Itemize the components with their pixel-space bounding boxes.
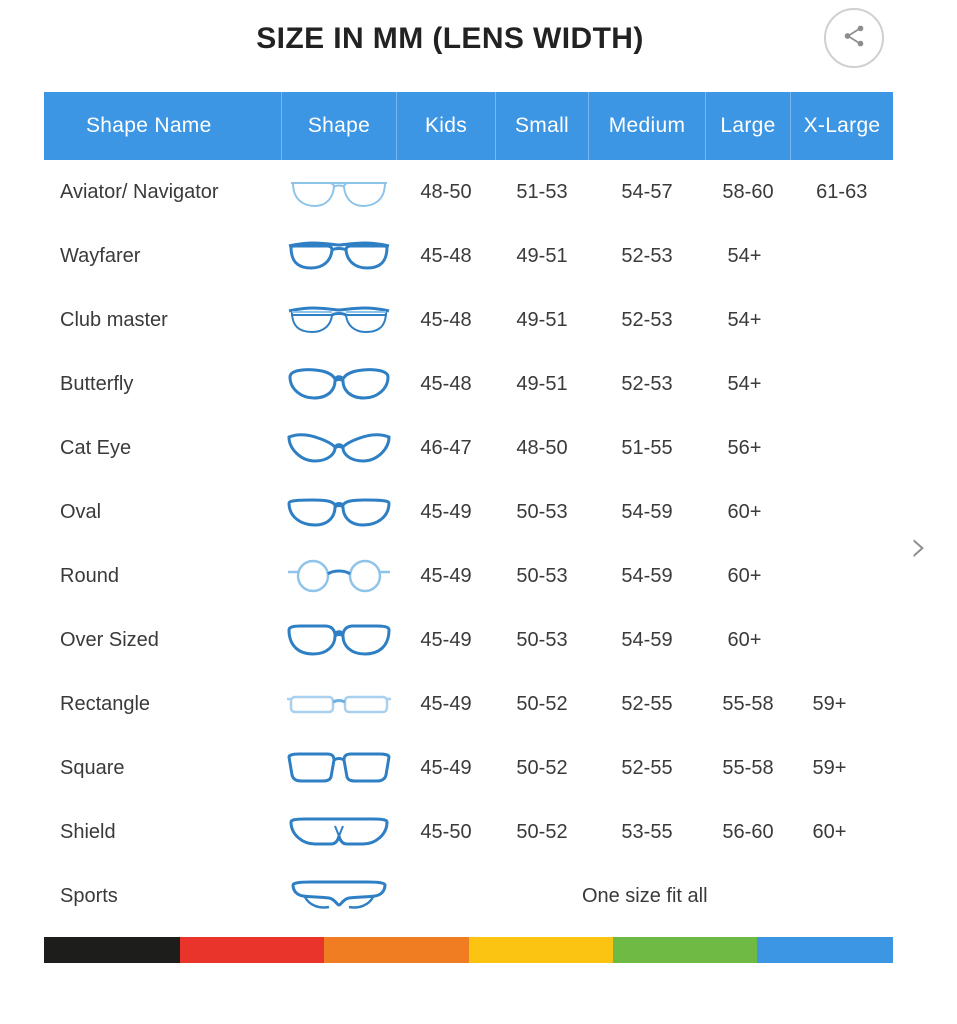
table-row (44, 352, 893, 416)
cell-medium: 52-53 (589, 224, 706, 288)
color-bar-segment-5 (613, 937, 757, 963)
cell-kids: 45-49 (397, 608, 496, 672)
table-row (44, 544, 893, 608)
sports-glasses-icon (282, 864, 397, 928)
cell-kids: 45-49 (397, 480, 496, 544)
carousel-next-button[interactable]: › (910, 521, 928, 572)
table-row (44, 416, 893, 480)
cell-large: 60+ (706, 608, 791, 672)
size-table (44, 92, 893, 928)
color-bar-segment-4 (469, 937, 613, 963)
cell-medium: 54-59 (589, 544, 706, 608)
cell-medium: 52-53 (589, 288, 706, 352)
shield-glasses-icon (282, 800, 397, 864)
cell-xlarge (791, 416, 894, 480)
cell-kids: 45-48 (397, 224, 496, 288)
cell-shape-name: Square (44, 736, 282, 800)
cell-kids: 45-48 (397, 352, 496, 416)
table-row (44, 480, 893, 544)
cell-medium: 52-55 (589, 672, 706, 736)
cell-xlarge: 61-63 (791, 160, 894, 224)
cell-small: 50-52 (496, 672, 589, 736)
round-glasses-icon (282, 544, 397, 608)
cell-xlarge (791, 224, 894, 288)
cell-large: 60+ (706, 544, 791, 608)
oval-glasses-icon (282, 480, 397, 544)
table-row (44, 864, 893, 928)
cell-small: 50-53 (496, 608, 589, 672)
cell-medium: 53-55 (589, 800, 706, 864)
cell-medium: 54-57 (589, 160, 706, 224)
cell-small: 50-53 (496, 544, 589, 608)
column-header-small: Small (496, 92, 589, 160)
cell-large: 55-58 (706, 672, 791, 736)
cell-shape-name: Oval (44, 480, 282, 544)
cell-shape-name: Wayfarer (44, 224, 282, 288)
cell-xlarge (791, 288, 894, 352)
column-header-xlarge: X-Large (791, 92, 894, 160)
cell-shape-name: Butterfly (44, 352, 282, 416)
oversized-glasses-icon (282, 608, 397, 672)
butterfly-glasses-icon (282, 352, 397, 416)
column-header-large: Large (706, 92, 791, 160)
column-header-shape-name: Shape Name (44, 92, 282, 160)
cell-xlarge (791, 544, 894, 608)
table-body (44, 160, 893, 928)
cell-shape-name: Sports (44, 864, 282, 928)
cell-kids: 45-49 (397, 544, 496, 608)
column-header-shape: Shape (282, 92, 397, 160)
cell-kids: 45-49 (397, 736, 496, 800)
cell-xlarge (791, 480, 894, 544)
table-row (44, 800, 893, 864)
cell-shape-name: Over Sized (44, 608, 282, 672)
table-row (44, 288, 893, 352)
wayfarer-glasses-icon (282, 224, 397, 288)
rectangle-glasses-icon (282, 672, 397, 736)
cell-large: 56+ (706, 416, 791, 480)
cell-shape-name: Aviator/ Navigator (44, 160, 282, 224)
cell-medium: 54-59 (589, 480, 706, 544)
color-bar-segment-2 (180, 937, 324, 963)
cell-xlarge: 60+ (791, 800, 894, 864)
cell-xlarge: 59+ (791, 736, 894, 800)
cell-one-size-note: One size fit all (397, 864, 894, 928)
square-glasses-icon (282, 736, 397, 800)
table-row (44, 160, 893, 224)
cell-kids: 45-49 (397, 672, 496, 736)
cell-shape-name: Rectangle (44, 672, 282, 736)
cell-large: 58-60 (706, 160, 791, 224)
table-head (44, 92, 893, 160)
cell-xlarge (791, 608, 894, 672)
cell-kids: 45-48 (397, 288, 496, 352)
cell-kids: 48-50 (397, 160, 496, 224)
table-row (44, 608, 893, 672)
cell-large: 56-60 (706, 800, 791, 864)
cell-large: 60+ (706, 480, 791, 544)
cell-large: 54+ (706, 352, 791, 416)
aviator-glasses-icon (282, 160, 397, 224)
cell-medium: 54-59 (589, 608, 706, 672)
cell-medium: 52-55 (589, 736, 706, 800)
cell-shape-name: Cat Eye (44, 416, 282, 480)
cell-small: 51-53 (496, 160, 589, 224)
color-bar-segment-6 (757, 937, 893, 963)
table-row (44, 672, 893, 736)
cell-shape-name: Club master (44, 288, 282, 352)
cell-xlarge: 59+ (791, 672, 894, 736)
cell-large: 54+ (706, 224, 791, 288)
cell-small: 50-52 (496, 800, 589, 864)
cell-shape-name: Shield (44, 800, 282, 864)
color-bar-segment-3 (324, 937, 468, 963)
cell-small: 49-51 (496, 288, 589, 352)
cateye-glasses-icon (282, 416, 397, 480)
size-table-wrapper (44, 92, 893, 928)
color-bar-segment-1 (44, 937, 180, 963)
cell-small: 49-51 (496, 224, 589, 288)
cell-large: 55-58 (706, 736, 791, 800)
cell-small: 49-51 (496, 352, 589, 416)
color-bar (44, 937, 893, 963)
cell-kids: 46-47 (397, 416, 496, 480)
page-title: SIZE IN MM (LENS WIDTH) (256, 22, 644, 55)
cell-xlarge (791, 352, 894, 416)
cell-medium: 52-53 (589, 352, 706, 416)
cell-kids: 45-50 (397, 800, 496, 864)
cell-medium: 51-55 (589, 416, 706, 480)
table-row (44, 736, 893, 800)
cell-shape-name: Round (44, 544, 282, 608)
table-header-row (44, 92, 893, 160)
column-header-kids: Kids (397, 92, 496, 160)
clubmaster-glasses-icon (282, 288, 397, 352)
cell-large: 54+ (706, 288, 791, 352)
cell-small: 50-52 (496, 736, 589, 800)
column-header-medium: Medium (589, 92, 706, 160)
cell-small: 48-50 (496, 416, 589, 480)
cell-small: 50-53 (496, 480, 589, 544)
table-row (44, 224, 893, 288)
